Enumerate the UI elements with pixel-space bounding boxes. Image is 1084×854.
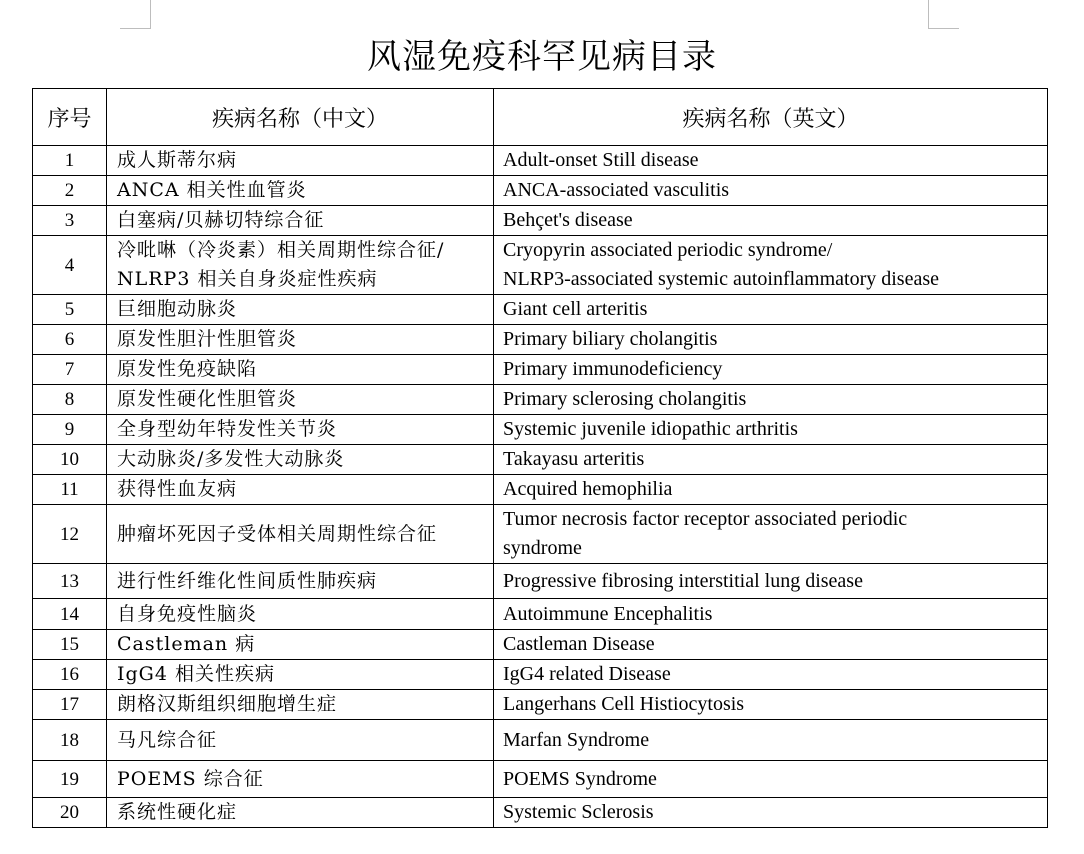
disease-name-en: Systemic Sclerosis xyxy=(494,798,1048,828)
disease-name-en-line-2: NLRP3-associated systemic autoinflammatory disease xyxy=(503,268,940,290)
row-number: 14 xyxy=(33,599,107,630)
disease-name-en: Adult-onset Still disease xyxy=(494,146,1048,176)
row-number: 1 xyxy=(33,146,107,176)
disease-name-en: Behçet's disease xyxy=(494,206,1048,236)
row-number: 16 xyxy=(33,660,107,690)
disease-name-cn: IgG4 相关性疾病 xyxy=(107,660,494,690)
table-row xyxy=(33,236,1048,295)
disease-name-en: Acquired hemophilia xyxy=(494,475,1048,505)
table-row xyxy=(33,505,1048,564)
table-header-row xyxy=(33,89,1048,146)
table-row xyxy=(33,355,1048,385)
row-number: 10 xyxy=(33,445,107,475)
document-title: 风湿免疫科罕见病目录 xyxy=(367,37,717,77)
table-row xyxy=(33,385,1048,415)
disease-name-cn: 原发性免疫缺陷 xyxy=(107,355,494,385)
disease-name-en: IgG4 related Disease xyxy=(494,660,1048,690)
disease-name-cn-line-2: NLRP3 相关自身炎症性疾病 xyxy=(117,268,378,290)
disease-name-en: Primary immunodeficiency xyxy=(494,355,1048,385)
disease-name-en: Systemic juvenile idiopathic arthritis xyxy=(494,415,1048,445)
table-row xyxy=(33,690,1048,720)
table-row xyxy=(33,475,1048,505)
disease-name-cn xyxy=(107,236,494,295)
disease-name-cn: 肿瘤坏死因子受体相关周期性综合征 xyxy=(107,505,494,564)
row-number: 19 xyxy=(33,761,107,798)
disease-name-cn: 进行性纤维化性间质性肺疾病 xyxy=(107,564,494,599)
table-row xyxy=(33,176,1048,206)
disease-name-cn: ANCA 相关性血管炎 xyxy=(107,176,494,206)
disease-name-en: ANCA-associated vasculitis xyxy=(494,176,1048,206)
disease-name-cn: 原发性硬化性胆管炎 xyxy=(107,385,494,415)
disease-name-cn: 获得性血友病 xyxy=(107,475,494,505)
row-number: 15 xyxy=(33,630,107,660)
disease-name-en xyxy=(494,505,1048,564)
row-number: 18 xyxy=(33,720,107,761)
table-row xyxy=(33,415,1048,445)
table-row xyxy=(33,146,1048,176)
disease-name-en: Primary biliary cholangitis xyxy=(494,325,1048,355)
table-row xyxy=(33,564,1048,599)
disease-name-cn-line-1: 冷吡啉（冷炎素）相关周期性综合征/ xyxy=(117,239,445,261)
row-number: 12 xyxy=(33,505,107,564)
table-row xyxy=(33,599,1048,630)
crop-mark-left xyxy=(120,0,151,29)
disease-name-en: Marfan Syndrome xyxy=(494,720,1048,761)
row-number: 3 xyxy=(33,206,107,236)
header-index: 序号 xyxy=(33,89,107,146)
row-number: 7 xyxy=(33,355,107,385)
disease-name-cn: 成人斯蒂尔病 xyxy=(107,146,494,176)
disease-name-cn: 自身免疫性脑炎 xyxy=(107,599,494,630)
table-row xyxy=(33,206,1048,236)
table-row xyxy=(33,445,1048,475)
disease-name-en-line-1: Tumor necrosis factor receptor associated periodic xyxy=(503,508,908,530)
disease-name-en: Giant cell arteritis xyxy=(494,295,1048,325)
disease-name-en: Progressive fibrosing interstitial lung disease xyxy=(494,564,1048,599)
row-number: 20 xyxy=(33,798,107,828)
disease-name-en: Primary sclerosing cholangitis xyxy=(494,385,1048,415)
row-number: 4 xyxy=(33,236,107,295)
row-number: 9 xyxy=(33,415,107,445)
row-number: 11 xyxy=(33,475,107,505)
row-number: 2 xyxy=(33,176,107,206)
disease-name-en-line-1: Cryopyrin associated periodic syndrome/ xyxy=(503,239,833,261)
disease-name-cn: 朗格汉斯组织细胞增生症 xyxy=(107,690,494,720)
table-row xyxy=(33,720,1048,761)
disease-name-cn: Castleman 病 xyxy=(107,630,494,660)
rare-disease-table xyxy=(32,88,1048,828)
row-number: 13 xyxy=(33,564,107,599)
table-row xyxy=(33,798,1048,828)
disease-name-cn: 系统性硬化症 xyxy=(107,798,494,828)
table-row xyxy=(33,295,1048,325)
disease-name-en: Castleman Disease xyxy=(494,630,1048,660)
header-name-en: 疾病名称（英文） xyxy=(494,89,1048,146)
table-row xyxy=(33,325,1048,355)
row-number: 8 xyxy=(33,385,107,415)
disease-name-cn: 巨细胞动脉炎 xyxy=(107,295,494,325)
table-row xyxy=(33,630,1048,660)
disease-name-cn: 马凡综合征 xyxy=(107,720,494,761)
header-name-cn: 疾病名称（中文） xyxy=(107,89,494,146)
row-number: 5 xyxy=(33,295,107,325)
disease-name-cn: 大动脉炎/多发性大动脉炎 xyxy=(107,445,494,475)
disease-name-cn: 白塞病/贝赫切特综合征 xyxy=(107,206,494,236)
row-number: 17 xyxy=(33,690,107,720)
row-number: 6 xyxy=(33,325,107,355)
disease-name-en xyxy=(494,236,1048,295)
table-row xyxy=(33,660,1048,690)
disease-name-cn: POEMS 综合征 xyxy=(107,761,494,798)
disease-name-en: Langerhans Cell Histiocytosis xyxy=(494,690,1048,720)
disease-name-cn: 原发性胆汁性胆管炎 xyxy=(107,325,494,355)
table-row xyxy=(33,761,1048,798)
disease-name-en: Autoimmune Encephalitis xyxy=(494,599,1048,630)
crop-mark-right xyxy=(928,0,959,29)
disease-name-en: Takayasu arteritis xyxy=(494,445,1048,475)
disease-name-en: POEMS Syndrome xyxy=(494,761,1048,798)
disease-name-en-line-2: syndrome xyxy=(503,537,582,559)
disease-name-cn: 全身型幼年特发性关节炎 xyxy=(107,415,494,445)
